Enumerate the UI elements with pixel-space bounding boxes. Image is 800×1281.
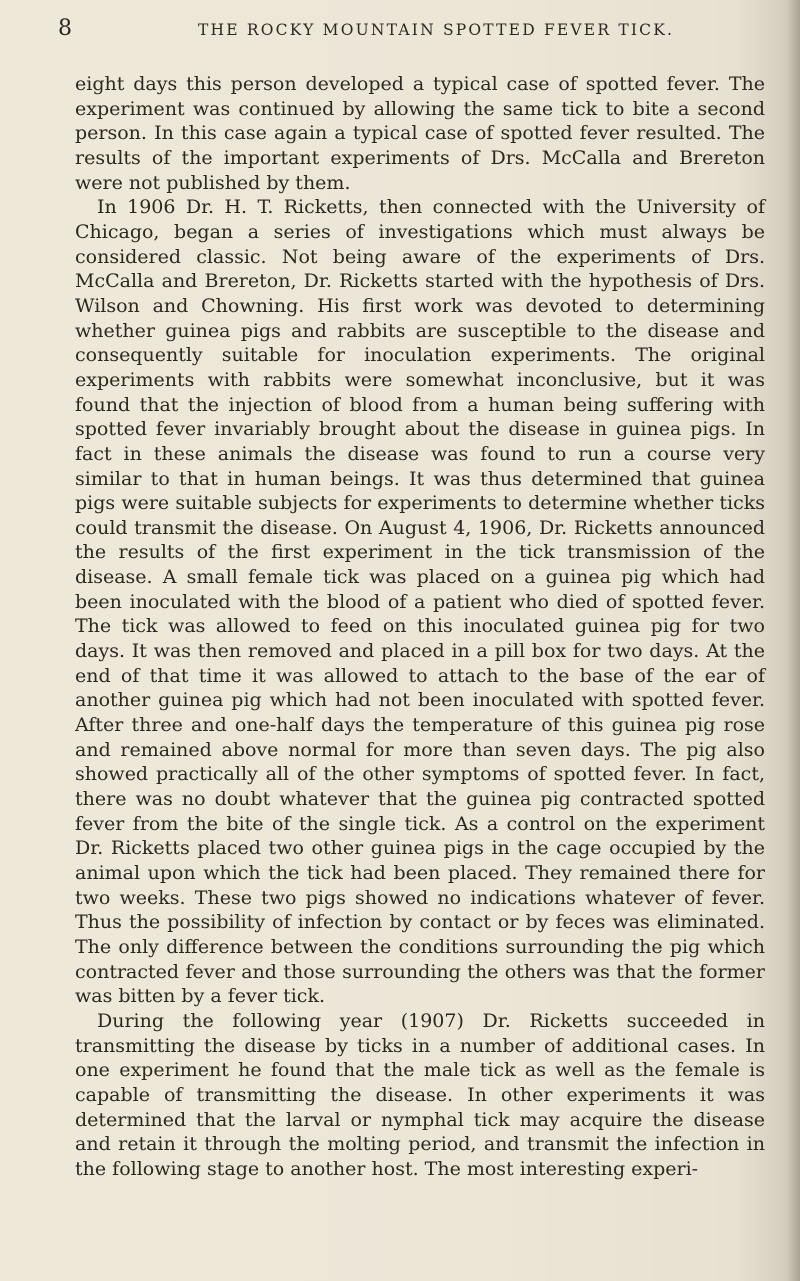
body-text (75, 72, 765, 1182)
page-number: 8 (58, 16, 73, 41)
paragraph-1: eight days this person developed a typical case of spotted fever. The experiment was continued by allowing the same tick to bite a second person. In this case again a typical case of spotted fever resulted. The results of the important experiments of Drs. McCalla and Brereton were not published by them. (75, 73, 765, 194)
paragraph-2: In 1906 Dr. H. T. Ricketts, then connected with the University of Chicago, began a series of investigations which must always be considered classic. Not being aware of the experiments of Drs. McCalla and Brereton, Dr. Ricketts started with the hypothesis of Drs. Wilson and Chowning. His first work was devoted to determining whether guinea pigs and rabbits are susceptible to the disease and consequently suitable for inoculation experiments. The original experiments with rabbits were somewhat inconclusive, but it was found that the injection of blood from a human being suffering with spotted fever invariably brought about the disease in guinea pigs. In fact in these animals the disease was found to run a course very similar to that in human beings. It was thus determined that guinea pigs were suitable subjects for experiments to determine whether ticks could transmit the disease. On August 4, 1906, Dr. Ricketts announced the results of the first experiment in the tick transmission of the disease. A small female tick was placed on a guinea pig which had been inoculated with the blood of a patient who died of spotted fever. The tick was allowed to feed on this inoculated guinea pig for two days. It was then removed and placed in a pill box for two days. At the end of that time it was allowed to attach to the base of the ear of another guinea pig which had not been inoculated with spotted fever. After three and one-half days the temperature of this guinea pig rose and remained above normal for more than seven days. The pig also showed practically all of the other symptoms of spotted fever. In fact, there was no doubt whatever that the guinea pig contracted spotted fever from the bite of the single tick. As a control on the experiment Dr. Ricketts placed two other guinea pigs in the cage occupied by the animal upon which the tick had been placed. They remained there for two weeks. These two pigs showed no indications whatever of fever. Thus the possibility of infection by contact or by feces was eliminated. The only difference between the conditions surrounding the pig which contracted fever and those surrounding the others was that the former was bitten by a fever tick. (75, 196, 765, 1008)
paragraph-3: During the following year (1907) Dr. Ricketts succeeded in transmitting the disease by ticks in a number of additional cases. In one experiment he found that the male tick as well as the female is capable of transmitting the disease. In other experiments it was determined that the larval or nymphal tick may acquire the disease and retain it through the molting period, and transmit the infection in the following stage to another host. The most interesting experi- (75, 1009, 765, 1180)
page-edge-shadow (786, 0, 800, 1281)
running-head: THE ROCKY MOUNTAIN SPOTTED FEVER TICK. (198, 21, 675, 39)
page-header (58, 12, 760, 48)
